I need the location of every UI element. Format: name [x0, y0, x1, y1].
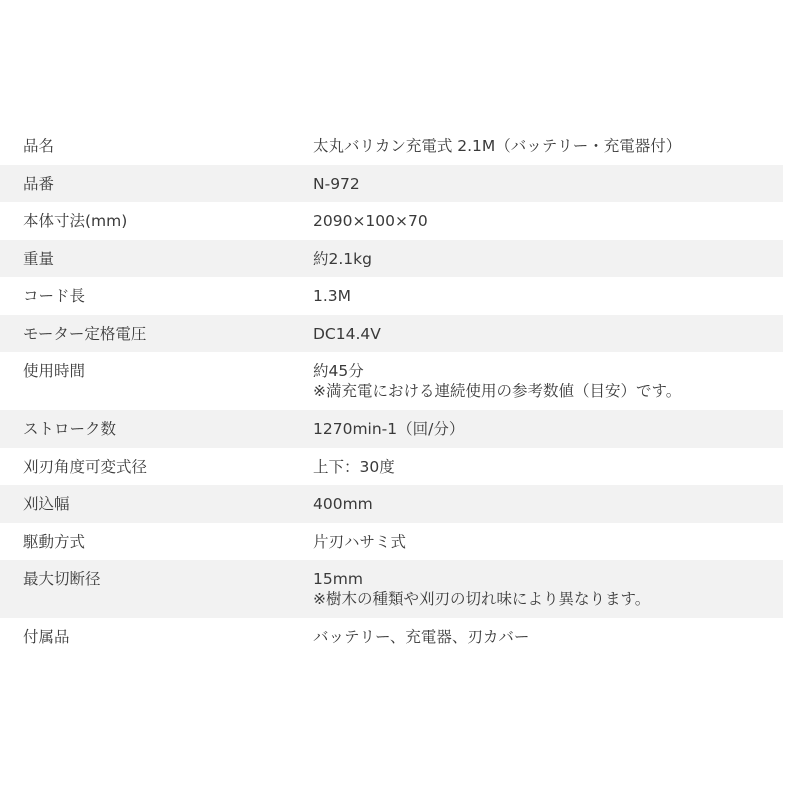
spec-row-product-number	[0, 165, 783, 203]
spec-row-accessories	[0, 618, 783, 656]
spec-label: ストローク数	[23, 420, 117, 438]
spec-value: 1270min-1（回/分）	[313, 420, 465, 438]
spec-label: 駆動方式	[23, 532, 86, 551]
spec-label: コード長	[23, 287, 86, 305]
spec-value: 15mm	[313, 570, 363, 588]
spec-value: DC14.4V	[313, 324, 381, 343]
spec-row-weight	[0, 240, 783, 278]
spec-row-motor-voltage	[0, 315, 783, 353]
spec-note: ※樹木の種類や刈刃の切れ味により異なります。	[313, 590, 651, 608]
spec-value: 上下：30度	[313, 457, 395, 476]
spec-value: 2090×100×70	[313, 212, 428, 230]
spec-row-product-name	[0, 127, 783, 165]
spec-label: 刈刃角度可変式径	[23, 457, 148, 476]
spec-value: 約2.1kg	[313, 249, 372, 268]
spec-row-drive-type	[0, 523, 783, 561]
spec-row-blade-angle	[0, 448, 783, 486]
spec-note: ※満充電における連続使用の参考数値（目安）です。	[313, 382, 682, 400]
spec-row-stroke-count	[0, 410, 783, 448]
spec-label: 使用時間	[23, 362, 86, 380]
spec-value: 約45分	[313, 362, 364, 380]
spec-value: バッテリー、充電器、刃カバー	[313, 628, 530, 646]
spec-table	[0, 127, 783, 656]
spec-row-dimensions	[0, 202, 783, 240]
spec-value: 400mm	[313, 495, 373, 513]
spec-label: モーター定格電圧	[23, 324, 147, 343]
spec-label: 品名	[23, 137, 55, 155]
spec-label: 刈込幅	[23, 495, 70, 513]
spec-value: 太丸バリカン充電式 2.1M（バッテリー・充電器付）	[313, 137, 682, 155]
spec-label: 重量	[23, 249, 55, 268]
spec-value-block	[313, 560, 783, 609]
spec-label: 最大切断径	[23, 570, 101, 588]
spec-row-cutting-width	[0, 485, 783, 523]
spec-label: 品番	[23, 174, 55, 193]
spec-label: 本体寸法(mm)	[23, 212, 128, 230]
spec-label: 付属品	[23, 628, 70, 646]
spec-value-block	[313, 352, 783, 401]
spec-value: 片刃ハサミ式	[313, 532, 407, 551]
spec-row-max-cut-diameter	[0, 560, 783, 618]
spec-value: N-972	[313, 174, 360, 193]
spec-value: 1.3M	[313, 287, 352, 305]
spec-row-usage-time	[0, 352, 783, 410]
spec-row-cord-length	[0, 277, 783, 315]
